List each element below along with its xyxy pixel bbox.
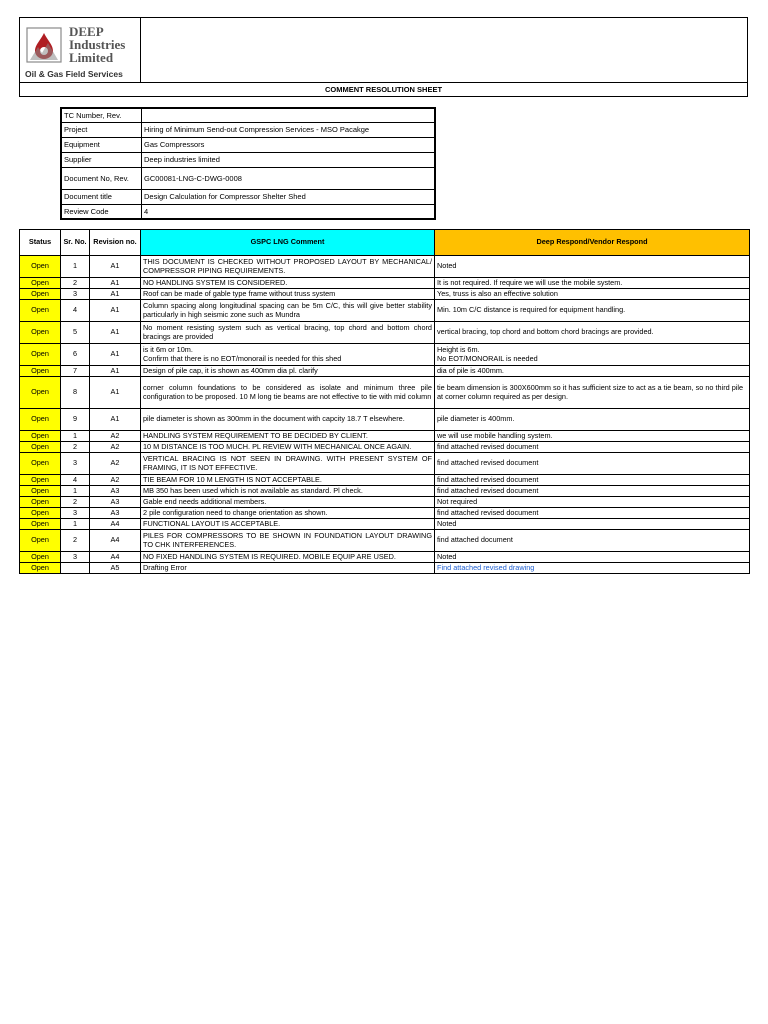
sr-no-cell: 6 <box>61 344 90 366</box>
company-name-line: Industries <box>69 37 126 52</box>
status-cell: Open <box>20 519 61 530</box>
comment-cell: NO FIXED HANDLING SYSTEM IS REQUIRED. MOBILE EQUIP ARE USED. <box>141 552 435 563</box>
response-cell: Noted <box>435 552 750 563</box>
revision-cell: A1 <box>90 409 141 431</box>
status-cell: Open <box>20 475 61 486</box>
info-row <box>61 168 435 190</box>
revision-cell: A1 <box>90 256 141 278</box>
sr-no-cell: 3 <box>61 453 90 475</box>
status-cell: Open <box>20 508 61 519</box>
response-cell: find attached revised document <box>435 453 750 475</box>
info-row <box>61 123 435 138</box>
revision-cell: A4 <box>90 519 141 530</box>
comment-cell: Column spacing along longitudinal spacing can be 5m C/C, this will give better stability particularly in high seismic zone such as Mundra <box>141 300 435 322</box>
response-cell: find attached revised document <box>435 475 750 486</box>
sr-no-cell: 8 <box>61 377 90 409</box>
info-row <box>61 108 435 123</box>
status-cell: Open <box>20 486 61 497</box>
revision-cell: A3 <box>90 486 141 497</box>
sr-no-cell: 4 <box>61 475 90 486</box>
column-header-revision: Revision no. <box>90 230 141 256</box>
column-header-sr-no: Sr. No. <box>61 230 90 256</box>
status-cell: Open <box>20 552 61 563</box>
comment-cell: VERTICAL BRACING IS NOT SEEN IN DRAWING. WITH PRESENT SYSTEM OF FRAMING, IT IS NOT EFFECTIVE. <box>141 453 435 475</box>
comment-cell: No moment resisting system such as vertical bracing, top chord and bottom chord bracings are provided <box>141 322 435 344</box>
response-cell: Height is 6m. No EOT/MONORAIL is needed <box>435 344 750 366</box>
company-tagline: Oil & Gas Field Services <box>25 69 123 79</box>
status-cell: Open <box>20 442 61 453</box>
response-cell: It is not required. If require we will use the mobile system. <box>435 278 750 289</box>
table-row <box>20 442 750 453</box>
comment-cell: Design of pile cap, it is shown as 400mm dia pl. clarify <box>141 366 435 377</box>
status-cell: Open <box>20 366 61 377</box>
sr-no-cell: 3 <box>61 289 90 300</box>
comment-cell: MB 350 has been used which is not available as standard. Pl check. <box>141 486 435 497</box>
info-value: Gas Compressors <box>142 138 436 153</box>
info-value <box>142 108 436 123</box>
table-row <box>20 409 750 431</box>
info-label: Document title <box>61 190 142 205</box>
info-label: Document No, Rev. <box>61 168 142 190</box>
table-row <box>20 377 750 409</box>
response-cell[interactable]: Find attached revised drawing <box>435 563 750 574</box>
document-info-table <box>60 107 436 220</box>
info-label: Supplier <box>61 153 142 168</box>
table-row <box>20 453 750 475</box>
sr-no-cell: 3 <box>61 508 90 519</box>
comment-cell: 10 M DISTANCE IS TOO MUCH. PL REVIEW WITH MECHANICAL ONCE AGAIN. <box>141 442 435 453</box>
sr-no-cell: 2 <box>61 530 90 552</box>
sr-no-cell: 1 <box>61 431 90 442</box>
status-cell: Open <box>20 344 61 366</box>
comment-cell: Gable end needs additional members. <box>141 497 435 508</box>
sr-no-cell: 1 <box>61 486 90 497</box>
info-row <box>61 153 435 168</box>
sr-no-cell: 7 <box>61 366 90 377</box>
column-header-gspc-comment: GSPC LNG Comment <box>141 230 435 256</box>
response-cell: Not required <box>435 497 750 508</box>
sr-no-cell: 2 <box>61 442 90 453</box>
sr-no-cell: 2 <box>61 278 90 289</box>
status-cell: Open <box>20 289 61 300</box>
info-row <box>61 138 435 153</box>
header-divider <box>140 18 141 82</box>
table-row <box>20 486 750 497</box>
table-row <box>20 366 750 377</box>
revision-cell: A1 <box>90 300 141 322</box>
response-cell: Min. 10m C/C distance is required for equipment handling. <box>435 300 750 322</box>
response-cell: vertical bracing, top chord and bottom chord bracings are provided. <box>435 322 750 344</box>
table-row <box>20 530 750 552</box>
comment-cell: is it 6m or 10m. Confirm that there is no EOT/monorail is needed for this shed <box>141 344 435 366</box>
table-row <box>20 322 750 344</box>
revision-cell: A1 <box>90 377 141 409</box>
comment-cell: PILES FOR COMPRESSORS TO BE SHOWN IN FOUNDATION LAYOUT DRAWING TO CHK INTERFERENCES. <box>141 530 435 552</box>
comment-cell: NO HANDLING SYSTEM IS CONSIDERED. <box>141 278 435 289</box>
status-cell: Open <box>20 563 61 574</box>
info-row <box>61 190 435 205</box>
comment-table <box>19 229 750 574</box>
response-cell: Yes, truss is also an effective solution <box>435 289 750 300</box>
sheet-title: COMMENT RESOLUTION SHEET <box>19 83 748 97</box>
comment-cell: TIE BEAM FOR 10 M LENGTH IS NOT ACCEPTABLE. <box>141 475 435 486</box>
sr-no-cell: 3 <box>61 552 90 563</box>
info-label: Project <box>61 123 142 138</box>
revision-cell: A2 <box>90 475 141 486</box>
table-header-row <box>20 230 750 256</box>
comment-cell: Roof can be made of gable type frame without truss system <box>141 289 435 300</box>
company-name-line: Limited <box>69 50 114 65</box>
info-value: Hiring of Minimum Send-out Compression Services - MSO Pacakge <box>142 123 436 138</box>
comment-cell: 2 pile configuration need to change orientation as shown. <box>141 508 435 519</box>
revision-cell: A2 <box>90 431 141 442</box>
revision-cell: A3 <box>90 508 141 519</box>
table-row <box>20 508 750 519</box>
status-cell: Open <box>20 278 61 289</box>
table-row <box>20 344 750 366</box>
sr-no-cell: 1 <box>61 519 90 530</box>
sr-no-cell: 9 <box>61 409 90 431</box>
status-cell: Open <box>20 409 61 431</box>
status-cell: Open <box>20 322 61 344</box>
revision-cell: A1 <box>90 278 141 289</box>
company-logo <box>24 25 136 81</box>
revision-cell: A2 <box>90 442 141 453</box>
response-cell: find attached revised document <box>435 486 750 497</box>
sr-no-cell: 4 <box>61 300 90 322</box>
sr-no-cell <box>61 563 90 574</box>
revision-cell: A1 <box>90 289 141 300</box>
table-row <box>20 563 750 574</box>
info-label: Review Code <box>61 205 142 220</box>
info-value: GC00081-LNG-C-DWG-0008 <box>142 168 436 190</box>
table-row <box>20 431 750 442</box>
info-label: Equipment <box>61 138 142 153</box>
table-row <box>20 289 750 300</box>
status-cell: Open <box>20 497 61 508</box>
comment-cell: pile diameter is shown as 300mm in the document with capcity 18.7 T elsewhere. <box>141 409 435 431</box>
response-cell: dia of pile is 400mm. <box>435 366 750 377</box>
table-row <box>20 497 750 508</box>
status-cell: Open <box>20 377 61 409</box>
table-row <box>20 552 750 563</box>
company-name <box>69 25 125 64</box>
response-cell: Noted <box>435 256 750 278</box>
column-header-status: Status <box>20 230 61 256</box>
response-cell: find attached revised document <box>435 508 750 519</box>
comment-cell: THIS DOCUMENT IS CHECKED WITHOUT PROPOSED LAYOUT BY MECHANICAL/ COMPRESSOR PIPING REQUIREMENTS. <box>141 256 435 278</box>
status-cell: Open <box>20 300 61 322</box>
revision-cell: A1 <box>90 366 141 377</box>
info-value: Deep industries limited <box>142 153 436 168</box>
response-cell: we will use mobile handling system. <box>435 431 750 442</box>
response-cell: Noted <box>435 519 750 530</box>
status-cell: Open <box>20 256 61 278</box>
company-name-line: DEEP <box>69 24 104 39</box>
comment-cell: HANDLING SYSTEM REQUIREMENT TO BE DECIDED BY CLIENT. <box>141 431 435 442</box>
revision-cell: A4 <box>90 530 141 552</box>
table-row <box>20 519 750 530</box>
sr-no-cell: 2 <box>61 497 90 508</box>
sr-no-cell: 5 <box>61 322 90 344</box>
response-cell: pile diameter is 400mm. <box>435 409 750 431</box>
revision-cell: A2 <box>90 453 141 475</box>
response-cell: find attached revised document <box>435 442 750 453</box>
response-cell: find attached document <box>435 530 750 552</box>
comment-cell: Drafting Error <box>141 563 435 574</box>
revision-cell: A4 <box>90 552 141 563</box>
table-row <box>20 300 750 322</box>
info-row <box>61 205 435 220</box>
status-cell: Open <box>20 453 61 475</box>
revision-cell: A1 <box>90 322 141 344</box>
info-value: Design Calculation for Compressor Shelter Shed <box>142 190 436 205</box>
revision-cell: A3 <box>90 497 141 508</box>
comment-cell: FUNCTIONAL LAYOUT IS ACCEPTABLE. <box>141 519 435 530</box>
sr-no-cell: 1 <box>61 256 90 278</box>
revision-cell: A5 <box>90 563 141 574</box>
comment-cell: corner column foundations to be considered as isolate and minimum three pile configuration to be proposed. 10 M long tie beams are not effective to tie with mid column <box>141 377 435 409</box>
oil-drop-logo-icon <box>26 27 62 63</box>
info-value: 4 <box>142 205 436 220</box>
table-row <box>20 256 750 278</box>
revision-cell: A1 <box>90 344 141 366</box>
document-header <box>19 17 748 83</box>
column-header-vendor-response: Deep Respond/Vendor Respond <box>435 230 750 256</box>
status-cell: Open <box>20 530 61 552</box>
status-cell: Open <box>20 431 61 442</box>
table-row <box>20 278 750 289</box>
response-cell: tie beam dimension is 300X600mm so it has sufficient size to act as a tie beam, so no third pile at corner column required as per design. <box>435 377 750 409</box>
table-row <box>20 475 750 486</box>
info-label: TC Number, Rev. <box>61 108 142 123</box>
